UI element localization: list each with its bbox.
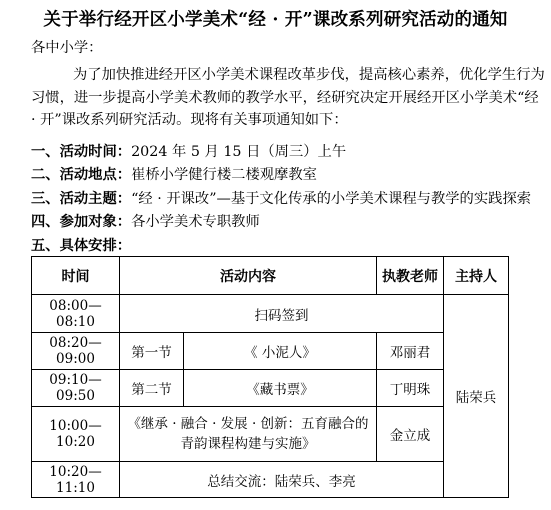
row-session: 第二节 — [120, 370, 184, 407]
row-time: 10:00—10:20 — [32, 407, 120, 462]
row-content: 总结交流：陆荣兵、李亮 — [120, 462, 444, 498]
item-theme-label: 三、活动主题： — [31, 191, 132, 207]
item-theme-value: “经 · 开课改”—基于文化传承的小学美术课程与教学的实践探索 — [131, 191, 532, 207]
item-audience — [31, 211, 260, 231]
item-schedule — [31, 235, 131, 255]
item-place — [31, 164, 317, 184]
item-audience-value: 各小学美术专职教师 — [131, 214, 260, 230]
host-name: 陆荣兵 — [444, 295, 509, 498]
table-row — [32, 295, 509, 333]
row-teacher: 金立成 — [377, 407, 444, 462]
row-time: 08:00—08:10 — [32, 295, 120, 333]
notice-title: 关于举行经开区小学美术“经 · 开”课改系列研究活动的通知 — [43, 10, 508, 30]
header-time: 时间 — [32, 257, 120, 295]
item-time-value: 2024 年 5 月 15 日（周三）上午 — [131, 144, 347, 160]
row-teacher: 丁明珠 — [377, 370, 444, 407]
salutation: 各中小学： — [31, 40, 103, 56]
row-content: 《继承 · 融合 · 发展 · 创新：五育融合的青韵课程构建与实施》 — [120, 407, 377, 462]
header-teacher: 执教老师 — [377, 257, 444, 295]
row-content: 扫码签到 — [120, 295, 444, 333]
row-time: 10:20—11:10 — [32, 462, 120, 498]
item-time-label: 一、活动时间： — [31, 144, 132, 160]
item-place-value: 崔桥小学健行楼二楼观摩教室 — [131, 167, 317, 183]
row-session: 第一节 — [120, 333, 184, 370]
item-place-label: 二、活动地点： — [31, 167, 132, 183]
row-content: 《 小泥人》 — [184, 333, 377, 370]
header-host: 主持人 — [444, 257, 509, 295]
row-teacher: 邓丽君 — [377, 333, 444, 370]
table-row — [32, 407, 509, 462]
table-row — [32, 333, 509, 370]
schedule-table — [31, 256, 509, 498]
row-content: 《藏书票》 — [184, 370, 377, 407]
item-audience-label: 四、参加对象： — [31, 214, 132, 230]
intro-paragraph — [31, 64, 547, 132]
row-time: 09:10—09:50 — [32, 370, 120, 407]
item-theme — [31, 188, 531, 208]
item-time — [31, 141, 346, 161]
row-time: 08:20—09:00 — [32, 333, 120, 370]
item-schedule-label: 五、具体安排： — [31, 238, 132, 254]
intro-text: 为了加快推进经开区小学美术课程改革步伐，提高核心素养，优化学生行为习惯，进一步提高小学美术教师的教学水平，经研究决定开展经开区小学美术“经 · 开”课改系列研究活动。现将有关事项通知如下： — [31, 67, 545, 128]
table-row — [32, 462, 509, 498]
table-row — [32, 370, 509, 407]
header-content: 活动内容 — [120, 257, 377, 295]
table-header-row — [32, 257, 509, 295]
